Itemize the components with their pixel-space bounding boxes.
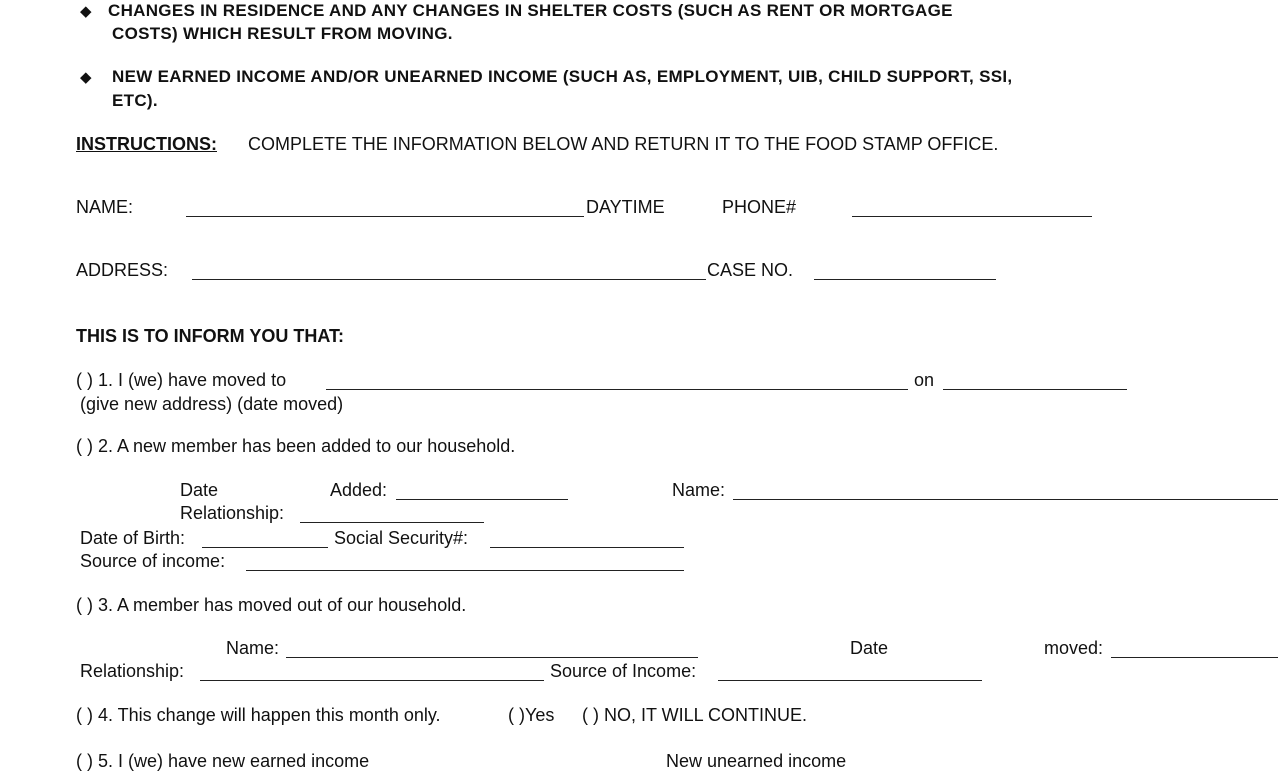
inform-heading: THIS IS TO INFORM YOU THAT:	[76, 326, 345, 346]
item-3-text[interactable]: ( ) 3. A member has moved out of our household.	[76, 595, 467, 615]
item-5-unearned-label: New unearned income	[666, 751, 847, 771]
item-2-source-label: Source of income:	[80, 551, 226, 571]
address-field[interactable]	[192, 279, 706, 280]
date-moved-field[interactable]	[943, 389, 1127, 390]
bullet-2-line-1: NEW EARNED INCOME AND/OR UNEARNED INCOME (SUCH AS, EMPLOYMENT, UIB, CHILD SUPPORT, SSI,	[112, 67, 1013, 86]
dob-field[interactable]	[202, 547, 328, 548]
new-member-relationship-field[interactable]	[300, 522, 484, 523]
item-3-source-label: Source of Income:	[550, 661, 697, 681]
name-label: NAME:	[76, 197, 134, 217]
item-2-name-label: Name:	[672, 480, 726, 500]
item-2-dob-label: Date of Birth:	[80, 528, 186, 548]
bullet-1-line-1: CHANGES IN RESIDENCE AND ANY CHANGES IN SHELTER COSTS (SUCH AS RENT OR MORTGAGE	[108, 1, 953, 20]
item-1-on-label: on	[914, 370, 935, 390]
bullet-diamond-icon: ◆	[80, 3, 92, 20]
item-4-no-option[interactable]: ( ) NO, IT WILL CONTINUE.	[582, 705, 808, 725]
item-1-text[interactable]: ( ) 1. I (we) have moved to	[76, 370, 287, 390]
bullet-2-line-2: ETC).	[112, 91, 158, 110]
daytime-label: DAYTIME	[586, 197, 665, 217]
item-3-relationship-label: Relationship:	[80, 661, 185, 681]
item-3-name-label: Name:	[226, 638, 280, 658]
item-3-moved-label: moved:	[1044, 638, 1104, 658]
item-3-date-label: Date	[850, 638, 889, 658]
case-no-field[interactable]	[814, 279, 996, 280]
bullet-1-line-2: COSTS) WHICH RESULT FROM MOVING.	[112, 24, 453, 43]
moved-out-income-source-field[interactable]	[718, 680, 982, 681]
bullet-diamond-icon: ◆	[80, 69, 92, 86]
address-label: ADDRESS:	[76, 260, 169, 280]
item-2-text[interactable]: ( ) 2. A new member has been added to our household.	[76, 436, 516, 456]
item-2-date-label: Date	[180, 480, 219, 500]
moved-out-name-field[interactable]	[286, 657, 698, 658]
instructions-label: INSTRUCTIONS:	[76, 134, 217, 154]
item-2-ssn-label: Social Security#:	[334, 528, 469, 548]
new-address-field[interactable]	[326, 389, 908, 390]
ssn-field[interactable]	[490, 547, 684, 548]
name-field[interactable]	[186, 216, 584, 217]
moved-out-relationship-field[interactable]	[200, 680, 544, 681]
item-1-subtext: (give new address) (date moved)	[80, 394, 344, 414]
phone-field[interactable]	[852, 216, 1092, 217]
date-moved-out-field[interactable]	[1111, 657, 1278, 658]
instructions-text: COMPLETE THE INFORMATION BELOW AND RETURN IT TO THE FOOD STAMP OFFICE.	[248, 134, 999, 154]
date-added-field[interactable]	[396, 499, 568, 500]
item-4-text: ( ) 4. This change will happen this month only.	[76, 705, 441, 725]
phone-label: PHONE#	[722, 197, 797, 217]
item-5-text[interactable]: ( ) 5. I (we) have new earned income	[76, 751, 370, 771]
item-4-yes-option[interactable]: ( )Yes	[508, 705, 555, 725]
new-member-income-source-field[interactable]	[246, 570, 684, 571]
new-member-name-field[interactable]	[733, 499, 1278, 500]
case-no-label: CASE NO.	[707, 260, 794, 280]
item-2-relationship-label: Relationship:	[180, 503, 285, 523]
item-2-added-label: Added:	[330, 480, 388, 500]
